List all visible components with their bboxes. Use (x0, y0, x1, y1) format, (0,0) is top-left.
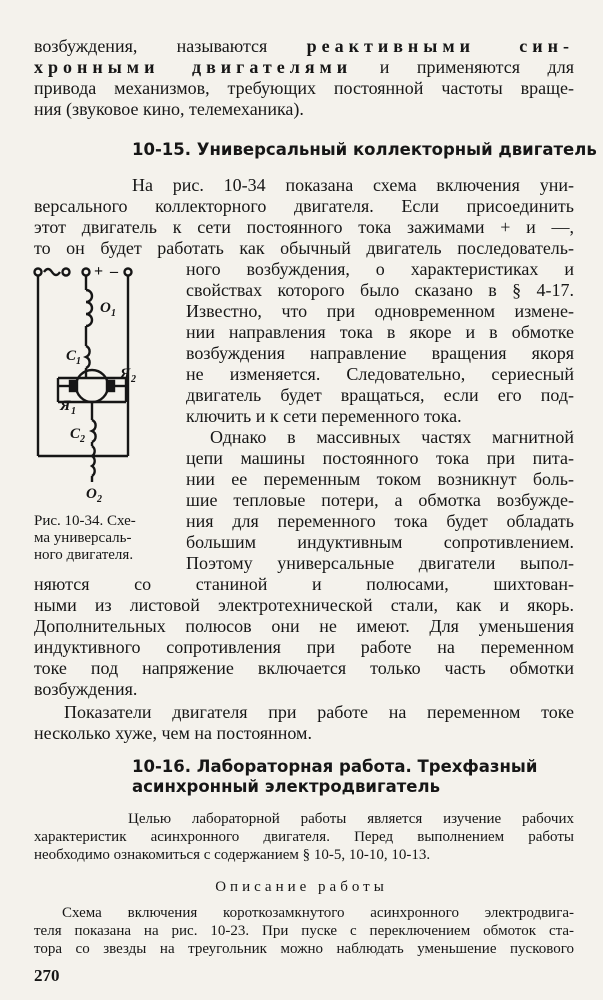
text-line: тора со звезды на треугольник можно наблюдать уменьшение пускового (34, 941, 574, 957)
caption-line: Рис. 10-34. Схе- (34, 513, 136, 529)
text-line: индуктивного сопротивления при работе на переменном (34, 637, 574, 657)
text-line: характеристик асинхронного двигателя. Перед выполнением работы (34, 829, 574, 845)
svg-text:–: – (110, 263, 118, 280)
text-line: большим индуктивным сопротивлением. (186, 532, 574, 552)
label-o2: O (86, 486, 97, 502)
svg-text:+: + (94, 263, 104, 280)
figure-caption (34, 513, 184, 564)
label-o2-sub: 2 (97, 494, 102, 505)
text-line: то он будет работать как обычный двигатель последователь- (34, 238, 574, 258)
caption-line: ного двигателя. (34, 547, 134, 563)
text-line: На рис. 10-34 показана схема включения уни- (132, 175, 574, 195)
label-ya2: Я (120, 366, 131, 382)
text-line: Показатели двигателя при работе на переменном токе (64, 702, 574, 722)
page-number: 270 (34, 966, 60, 985)
text-line: Схема включения короткозамкнутого асинхронного электродвига- (62, 905, 574, 921)
section-heading: 10-16. Лабораторная работа. Трехфазный (132, 757, 538, 776)
text-line: Целью лабораторной работы является изучение рабочих (128, 811, 574, 827)
label-c1: C (66, 348, 77, 364)
label-ya2-sub: 2 (131, 374, 136, 385)
text-line: Однако в массивных частях магнитной (210, 427, 574, 447)
text-line: этот двигатель к сети постоянного тока зажимами + и —, (34, 217, 574, 237)
text-line: ния (звуковое кино, телемеханика). (34, 99, 304, 119)
text-line: ного возбуждения, о характеристиках и (186, 259, 574, 279)
text-line: возбуждения, называются реактивными син- (34, 36, 574, 56)
section-heading: 10-15. Универсальный коллекторный двигатель (132, 140, 597, 159)
caption-line: ма универсаль- (34, 530, 132, 546)
text-line: версального коллекторного двигателя. Если присоединить (34, 196, 574, 216)
text-line: необходимо ознакомиться с содержанием § 10-5, 10-10, 10-13. (34, 847, 431, 863)
text-line: Поэтому универсальные двигатели выпол- (186, 553, 574, 573)
text-line: Известно, что при одновременном измене- (186, 301, 574, 321)
label-c2: C (70, 426, 81, 442)
label-c2-sub: 2 (80, 434, 85, 445)
text-line: хронными двигателями и применяются для (34, 57, 574, 77)
text-line: шие тепловые потери, а обмотка возбужде- (186, 490, 574, 510)
text-line: нии ее переменным током возникнут боль- (186, 469, 574, 489)
text-line: теля показана на рис. 10-23. При пуске с переключением обмоток ста- (34, 923, 574, 939)
text-line: ными из листовой электротехнической стали, как и якорь. (34, 595, 574, 615)
label-ya1: Я (60, 398, 71, 414)
subheading: Описание работы (215, 879, 388, 895)
label-o1: O (100, 300, 111, 316)
text-line: свойствах которого было сказано в § 4-17. (186, 280, 574, 300)
section-heading: асинхронный электродвигатель (132, 777, 441, 796)
text-line: возбуждения направление вращения якоря (186, 343, 574, 363)
text-line: нии направления тока в якоре и в обмотке (186, 322, 574, 342)
text-line: возбуждения. (34, 679, 138, 699)
text-line: ключить и к сети переменного тока. (186, 406, 462, 426)
label-c1-sub: 1 (76, 356, 81, 367)
text-line: ния для переменного тока будет обладать (186, 511, 574, 531)
text-line: не изменяется. Следовательно, сериесный (186, 364, 574, 384)
text-line: несколько хуже, чем на постоянном. (34, 723, 312, 743)
text-line: привода механизмов, требующих постоянной частоты враще- (34, 78, 574, 98)
label-ya1-sub: 1 (71, 406, 76, 417)
text-line: няются со станиной и полюсами, шихтован- (34, 574, 574, 594)
text-line: цепи машины постоянного тока при пита- (186, 448, 574, 468)
label-o1-sub: 1 (111, 308, 116, 319)
motor-circuit-diagram (30, 260, 180, 505)
text-line: двигатель будет вращаться, если его под- (186, 385, 574, 405)
text-line: токе под напряжение включается только часть обмотки (34, 658, 574, 678)
text-line: Дополнительных полюсов они не имеют. Для уменьшения (34, 616, 574, 636)
